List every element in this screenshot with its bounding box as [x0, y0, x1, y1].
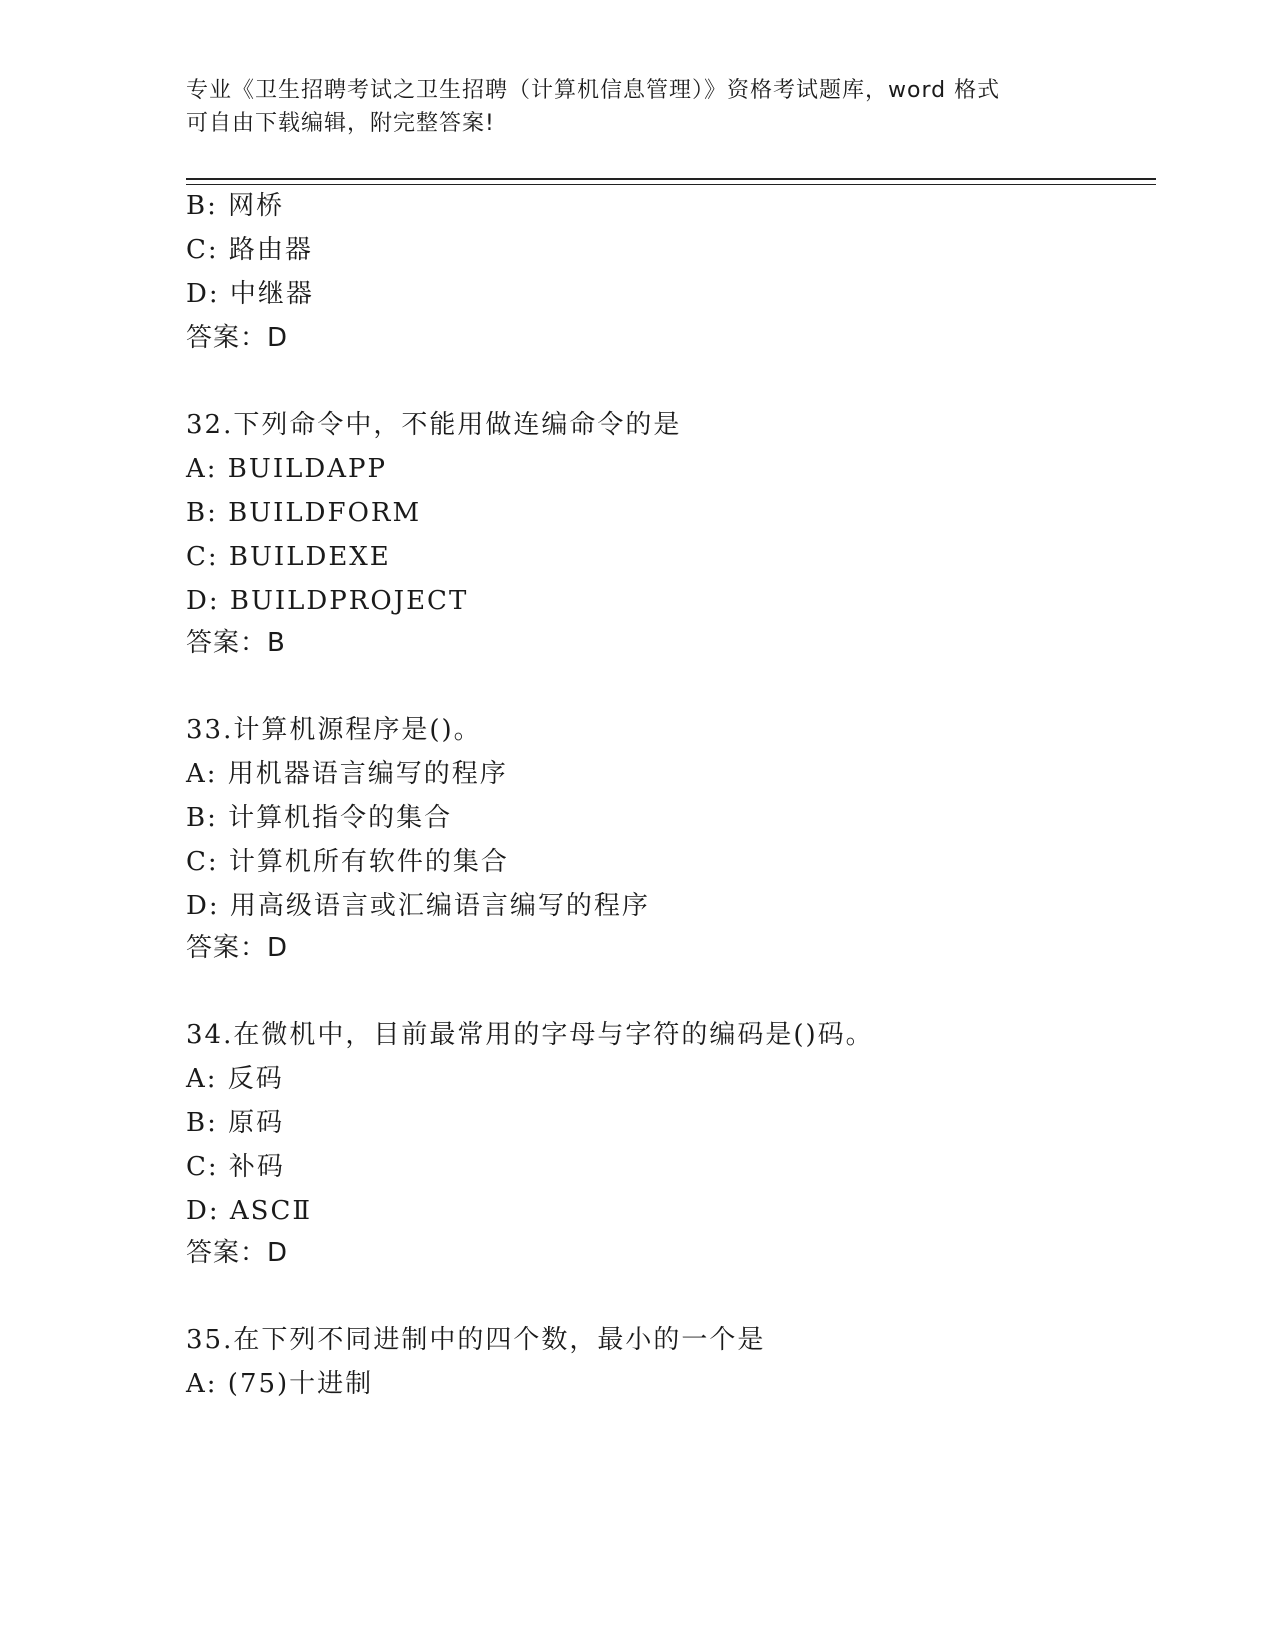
- header-divider-thin: [186, 184, 1156, 185]
- question-33-option-a: A: 用机器语言编写的程序: [186, 759, 508, 789]
- question-34-option-c: C: 补码: [186, 1152, 285, 1182]
- question-32-option-d: D: BUILDPROJECT: [186, 586, 469, 616]
- question-32-option-c: C: BUILDEXE: [186, 542, 391, 572]
- answer: 答案：D: [186, 323, 289, 353]
- option-d: D: 中继器: [186, 279, 314, 309]
- document-header: [186, 74, 1086, 140]
- question-34-stem: 34.在微机中，目前最常用的字母与字符的编码是()码。: [186, 1020, 874, 1050]
- question-33-option-d: D: 用高级语言或汇编语言编写的程序: [186, 891, 650, 921]
- header-divider-thick: [186, 178, 1156, 180]
- question-33-stem: 33.计算机源程序是()。: [186, 715, 482, 745]
- question-32-option-b: B: BUILDFORM: [186, 498, 422, 528]
- question-34-answer: 答案：D: [186, 1238, 289, 1268]
- question-34-option-b: B: 原码: [186, 1108, 285, 1138]
- question-32-option-a: A: BUILDAPP: [186, 454, 387, 484]
- question-33-option-c: C: 计算机所有软件的集合: [186, 847, 509, 877]
- question-34-option-a: A: 反码: [186, 1064, 284, 1094]
- question-35-option-a: A: (75)十进制: [186, 1369, 374, 1399]
- option-c: C: 路由器: [186, 235, 313, 265]
- header-line-2: 可自由下载编辑，附完整答案!: [186, 111, 495, 136]
- question-35-stem: 35.在下列不同进制中的四个数，最小的一个是: [186, 1325, 766, 1355]
- question-33-option-b: B: 计算机指令的集合: [186, 803, 453, 833]
- question-33-answer: 答案：D: [186, 933, 289, 963]
- question-32-stem: 32.下列命令中，不能用做连编命令的是: [186, 410, 682, 440]
- question-32-answer: 答案：B: [186, 628, 286, 658]
- header-line-1: 专业《卫生招聘考试之卫生招聘（计算机信息管理）》资格考试题库，word 格式: [186, 78, 1001, 103]
- option-b: B: 网桥: [186, 191, 285, 221]
- question-34-option-d: D: ASCⅡ: [186, 1196, 313, 1226]
